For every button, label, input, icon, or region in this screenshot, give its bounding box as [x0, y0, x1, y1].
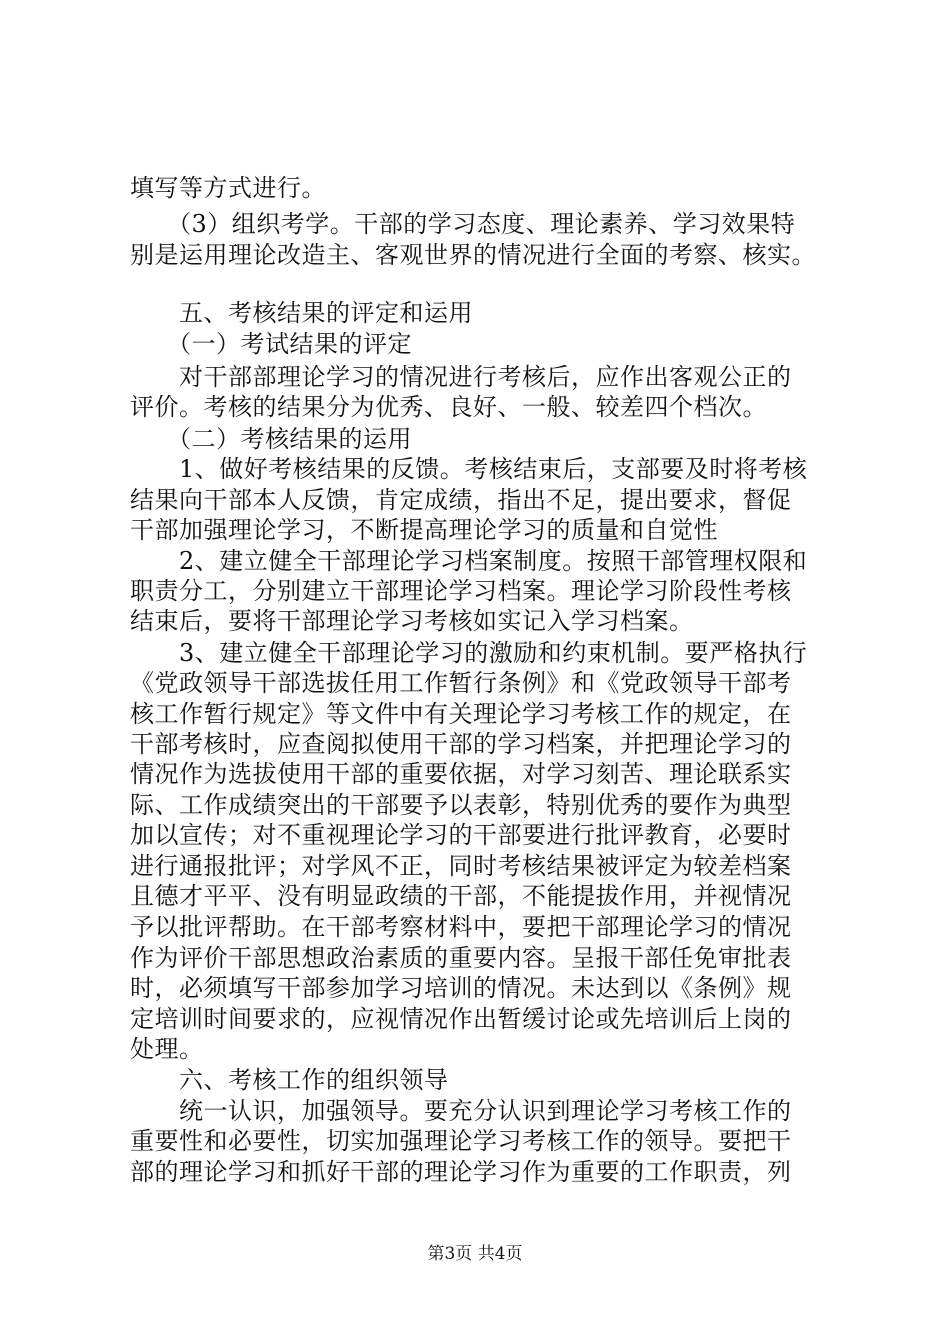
- text-line: 部的理论学习和抓好干部的理论学习作为重要的工作职责，列: [130, 1158, 792, 1186]
- text-line: 对干部部理论学习的情况进行考核后，应作出客观公正的: [130, 363, 792, 391]
- subsection-heading: （二）考核结果的运用: [130, 425, 412, 453]
- section-heading: 五、考核结果的评定和运用: [130, 299, 473, 327]
- text-line: （3）组织考学。干部的学习态度、理论素养、学习效果特: [130, 210, 796, 238]
- text-line: 处理。: [130, 1035, 204, 1063]
- text-line: 别是运用理论改造主、客观世界的情况进行全面的考察、核实。: [130, 241, 816, 269]
- text-line: 情况作为选拔使用干部的重要依据，对学习刻苦、理论联系实: [130, 760, 792, 788]
- text-line: 职责分工，分别建立干部理论学习档案。理论学习阶段性考核: [130, 577, 792, 605]
- text-line: 《党政领导干部选拔任用工作暂行条例》和《党政领导干部考: [130, 669, 792, 697]
- text-line: 加以宣传；对不重视理论学习的干部要进行批评教育，必要时: [130, 821, 792, 849]
- text-line: 际、工作成绩突出的干部要予以表彰，特别优秀的要作为典型: [130, 791, 792, 819]
- text-line: 时，必须填写干部参加学习培训的情况。未达到以《条例》规: [130, 974, 792, 1002]
- subsection-heading: （一）考试结果的评定: [130, 330, 412, 358]
- text-line: 结束后，要将干部理论学习考核如实记入学习档案。: [130, 607, 694, 635]
- text-line: 定培训时间要求的，应视情况作出暂缓讨论或先培训后上岗的: [130, 1005, 792, 1033]
- text-line: 填写等方式进行。: [130, 174, 326, 202]
- text-line: 评价。考核的结果分为优秀、良好、一般、较差四个档次。: [130, 393, 767, 421]
- text-line: 重要性和必要性，切实加强理论学习考核工作的领导。要把干: [130, 1127, 792, 1155]
- text-line: 1、做好考核结果的反馈。考核结束后，支部要及时将考核: [130, 455, 808, 483]
- section-heading: 六、考核工作的组织领导: [130, 1066, 449, 1094]
- text-line: 干部加强理论学习，不断提高理论学习的质量和自觉性: [130, 516, 718, 544]
- text-line: 2、建立健全干部理论学习档案制度。按照干部管理权限和: [130, 547, 808, 575]
- text-line: 核工作暂行规定》等文件中有关理论学习考核工作的规定，在: [130, 700, 792, 728]
- text-line: 且德才平平、没有明显政绩的干部，不能提拔作用，并视情况: [130, 882, 792, 910]
- page-number-footer: 第3页 共4页: [427, 1244, 523, 1264]
- text-line: 3、建立健全干部理论学习的激励和约束机制。要严格执行: [130, 639, 808, 667]
- text-line: 统一认识，加强领导。要充分认识到理论学习考核工作的: [130, 1097, 792, 1125]
- text-line: 进行通报批评；对学风不正，同时考核结果被评定为较差档案: [130, 852, 792, 880]
- text-line: 结果向干部本人反馈，肯定成绩，指出不足，提出要求，督促: [130, 486, 792, 514]
- text-line: 干部考核时，应查阅拟使用干部的学习档案，并把理论学习的: [130, 730, 792, 758]
- text-line: 予以批评帮助。在干部考察材料中，要把干部理论学习的情况: [130, 913, 792, 941]
- text-line: 作为评价干部思想政治素质的重要内容。呈报干部任免审批表: [130, 944, 792, 972]
